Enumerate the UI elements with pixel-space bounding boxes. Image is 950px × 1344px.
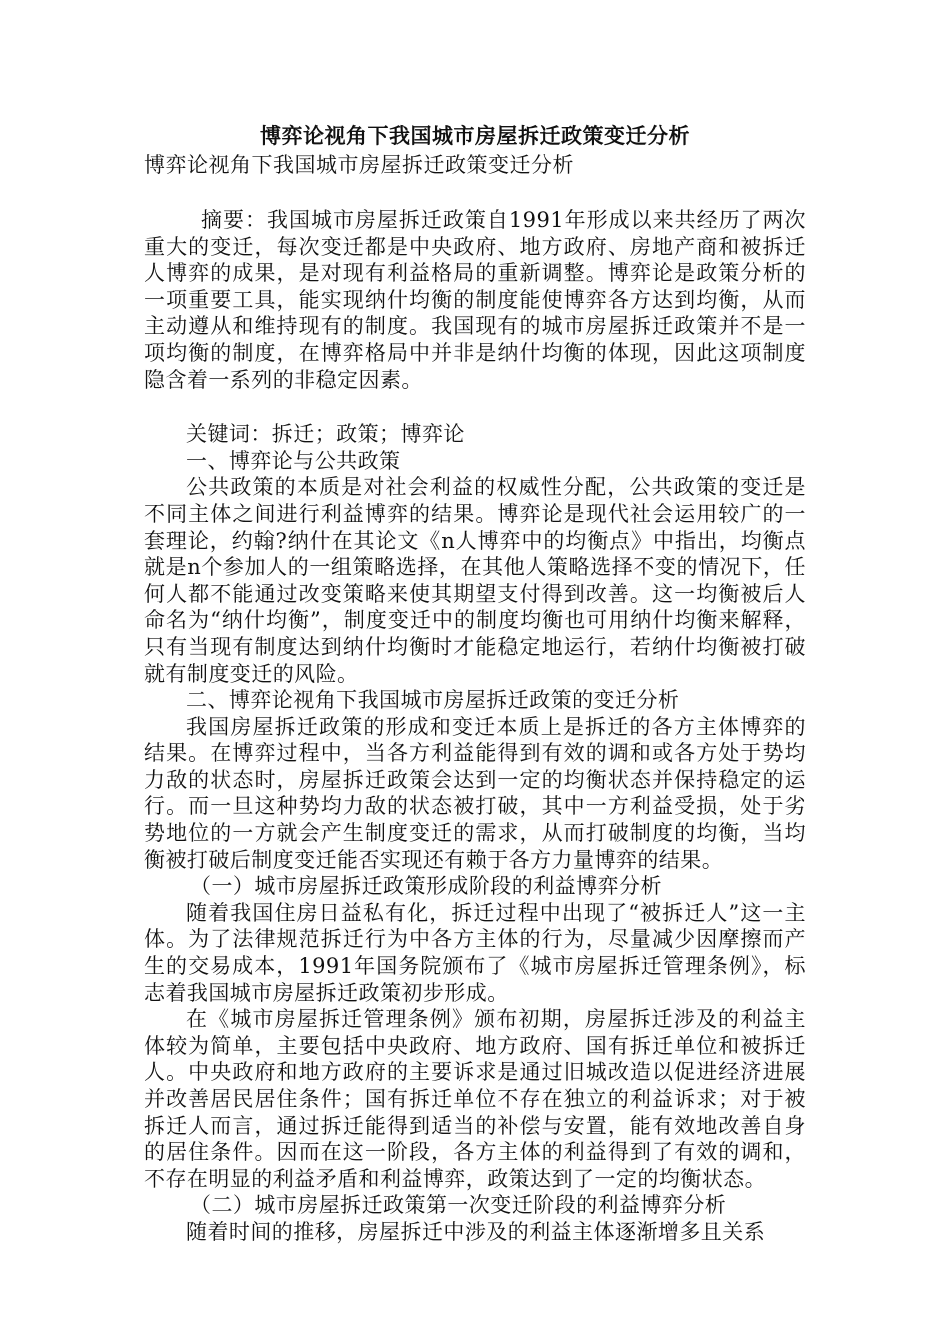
document-subtitle: 博弈论视角下我国城市房屋拆迁政策变迁分析: [144, 153, 574, 177]
document-body: [144, 121, 806, 1246]
subsection-1-paragraph-2: 在《城市房屋拆迁管理条例》颁布初期，房屋拆迁涉及的利益主体较为简单，主要包括中央政府、地方政府、国有拆迁单位和被拆迁人。中央政府和地方政府的主要诉求是通过旧城改造以促进经济进展并改善居民居住条件；国有拆迁单位不存在独立的利益诉求；对于被拆迁人而言，通过拆迁能得到适当的补偿与安置，能有效地改善自身的居住条件。因而在这一阶段，各方主体的利益得到了有效的调和，不存在明显的利益矛盾和利益博弈，政策达到了一定的均衡状态。: [144, 1007, 806, 1191]
section-heading-1: 一、博弈论与公共政策: [186, 448, 401, 473]
subsection-heading-1: （一）城市房屋拆迁政策形成阶段的利益博弈分析: [190, 874, 662, 899]
blank-line: [144, 393, 806, 421]
section-heading-2: 二、博弈论视角下我国城市房屋拆迁政策的变迁分析: [186, 688, 680, 713]
section-1-paragraph: 公共政策的本质是对社会利益的权威性分配，公共政策的变迁是不同主体之间进行利益博弈的结果。博弈论是现代社会运用较广的一套理论，约翰?纳什在其论文《n人博弈中的均衡点》中指出，均衡点就是n个参加人的一组策略选择，在其他人策略选择不变的情况下，任何人都不能通过改变策略来使其期望支付得到改善。这一均衡被后人命名为“纳什均衡”，制度变迁中的制度均衡也可用纳什均衡来解释，只有当现有制度达到纳什均衡时才能稳定地运行，若纳什均衡被打破就有制度变迁的风险。: [144, 475, 806, 686]
section-2-paragraph: 我国房屋拆迁政策的形成和变迁本质上是拆迁的各方主体博弈的结果。在博弈过程中，当各方利益能得到有效的调和或各方处于势均力敌的状态时，房屋拆迁政策会达到一定的均衡状态并保持稳定的运行。而一旦这种势均力敌的状态被打破，其中一方利益受损，处于劣势地位的一方就会产生制度变迁的需求，从而打破制度的均衡，当均衡被打破后制度变迁能否实现还有赖于各方力量博弈的结果。: [144, 714, 806, 872]
subsection-1-paragraph-1: 随着我国住房日益私有化，拆迁过程中出现了“被拆迁人”这一主体。为了法律规范拆迁行为中各方主体的行为，尽量减少因摩擦而产生的交易成本，1991年国务院颁布了《城市房屋拆迁管理条例》，标志着我国城市房屋拆迁政策初步形成。: [144, 900, 806, 1005]
blank-line: [144, 179, 806, 207]
keywords-line: 关键词：拆迁；政策；博弈论: [186, 422, 465, 447]
document-title: 博弈论视角下我国城市房屋拆迁政策变迁分析: [260, 123, 690, 148]
subsection-heading-2: （二）城市房屋拆迁政策第一次变迁阶段的利益博弈分析: [190, 1193, 727, 1218]
subsection-2-paragraph: 随着时间的推移，房屋拆迁中涉及的利益主体逐渐增多且关系: [186, 1219, 766, 1244]
abstract-paragraph: 摘要：我国城市房屋拆迁政策自1991年形成以来共经历了两次重大的变迁，每次变迁都是中央政府、地方政府、房地产商和被拆迁人博弈的成果，是对现有利益格局的重新调整。博弈论是政策分析的一项重要工具，能实现纳什均衡的制度能使博弈各方达到均衡，从而主动遵从和维持现有的制度。我国现有的城市房屋拆迁政策并不是一项均衡的制度，在博弈格局中并非是纳什均衡的体现，因此这项制度隐含着一系列的非稳定因素。: [144, 208, 806, 392]
